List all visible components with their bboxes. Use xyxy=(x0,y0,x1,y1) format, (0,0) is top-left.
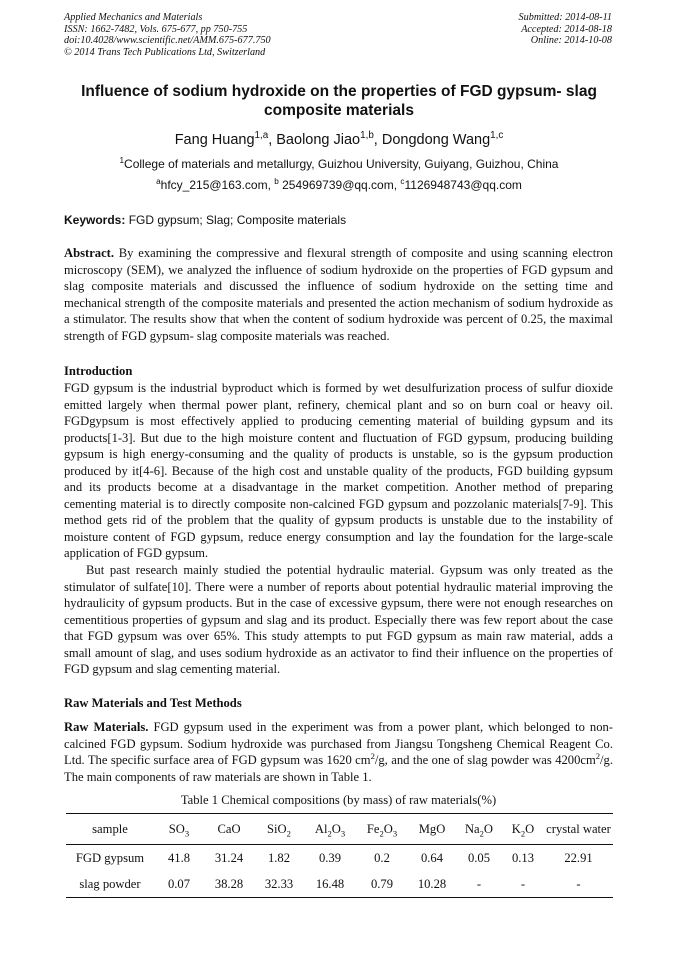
table-header-row xyxy=(66,814,613,845)
column-header: $Fe_2O_3$ xyxy=(356,814,408,845)
table-cell: 0.39 xyxy=(318,850,342,865)
table-cell: 0.64 xyxy=(420,850,444,865)
author-affil-sup: 1,c xyxy=(490,130,504,142)
column-header: $Na_2O$ xyxy=(456,814,502,845)
table-cell: FGD gypsum xyxy=(75,850,145,865)
email-sup: b xyxy=(274,177,279,186)
table-cell: - xyxy=(502,871,544,898)
email-sup: a xyxy=(156,177,161,186)
date-online: Online: 2014-10-08 xyxy=(530,35,612,46)
column-header: crystal water xyxy=(544,814,613,845)
table-row xyxy=(66,871,613,898)
abstract xyxy=(64,245,613,344)
table-cell: 0.13 xyxy=(511,850,535,865)
author-affil-sup: 1,a xyxy=(254,130,269,142)
author-separator: , xyxy=(373,132,382,148)
table-cell: 0.05 xyxy=(467,850,491,865)
table-cell: 16.48 xyxy=(304,871,356,898)
paragraph-text: FGD gypsum used in the experiment was from a power plant, which belonged to non-calcined FGD gypsum. Sodium hydroxide was purchased from Jiangsu Tongsheng Chemical Reagent Co. Ltd. The specific surface area of FGD gypsum was 1620 cm xyxy=(64,720,613,767)
table-cell: slag powder xyxy=(66,871,154,898)
column-header: $Al_2O_3$ xyxy=(304,814,356,845)
introduction-paragraph-2 xyxy=(64,562,613,678)
paragraph-text: FGD gypsum is the industrial byproduct which is formed by wet desulfurization process of sulfur dioxide emitted largely when thermal power plant, refinery, chemical plant and so on burn coal or heavy oil. FGDgypsum is most effectively applied to producing cementing material of building gypsum and its products[1-3]. But due to the high moisture content and fluctuation of FGD gypsum, producing building gypsum is high energy-consuming and the quality of products is unstable, so is the gypsum production produced by it[4-6]. Because of the high cost and unstable quality of the products, FGD building gypsum and its products become at a disadvantage in the market competition. Another method of preparing cementing material is to directly composite non-calcined FGD gypsum and pozzolanic materials[7-9]. This method gets rid of the problem that the quality of gypsum products is unstable due to the instability of moisture content of FGD gypsum, reduce energy consumption and lay the foundation for the large-scale application of FGD gypsum. xyxy=(64,381,613,560)
dates-header xyxy=(519,12,612,47)
table-caption: Table 1 Chemical compositions (by mass) of raw materials(%) xyxy=(180,793,497,807)
paragraph-text: /g. The main components of raw materials are shown in Table 1. xyxy=(64,753,613,784)
raw-materials-label: Raw Materials. xyxy=(64,720,149,734)
author-name: Baolong Jiao xyxy=(276,132,361,148)
author-emails xyxy=(40,178,638,193)
table-cell: 31.24 xyxy=(214,850,244,865)
abstract-label: Abstract. xyxy=(64,246,115,260)
table-cell: 0.79 xyxy=(356,871,408,898)
column-header: SiO$_2$ xyxy=(254,814,304,845)
title-line-2: composite materials xyxy=(264,102,414,119)
column-header: CaO xyxy=(204,814,254,845)
column-header: $SO_3$ xyxy=(154,814,204,845)
author-name: Fang Huang xyxy=(174,132,255,148)
raw-materials-paragraph xyxy=(64,719,613,785)
keywords-label: Keywords: xyxy=(64,213,126,227)
journal-doi: doi:10.4028/www.scientific.net/AMM.675-677.750 xyxy=(64,35,271,46)
author-affil-sup: 1,b xyxy=(360,130,374,142)
affiliation-sup: 1 xyxy=(119,156,125,165)
email-address[interactable]: 254969739@qq.com, xyxy=(278,178,401,192)
table-cell: - xyxy=(456,871,502,898)
table-cell: 38.28 xyxy=(204,871,254,898)
chemical-composition-table xyxy=(66,813,613,898)
author-name: Dongdong Wang xyxy=(381,132,491,148)
email-address[interactable]: hfcy_215@163.com, xyxy=(160,178,275,192)
journal-header xyxy=(64,12,271,58)
table-row xyxy=(66,845,613,872)
author-list xyxy=(40,131,638,149)
date-submitted: Submitted: 2014-08-11 xyxy=(518,12,612,23)
email-sup: c xyxy=(400,177,405,186)
journal-copyright: © 2014 Trans Tech Publications Ltd, Switzerland xyxy=(64,46,266,58)
superscript: 2 xyxy=(595,750,601,761)
introduction-paragraph-1 xyxy=(64,380,613,562)
table-cell: - xyxy=(544,871,613,898)
section-heading-introduction: Introduction xyxy=(64,364,133,378)
column-header: MgO xyxy=(408,814,456,845)
paragraph-text: /g, and the one of slag powder was 4200cm xyxy=(374,753,596,767)
journal-issn: ISSN: 1662-7482, Vols. 675-677, pp 750-755 xyxy=(64,23,248,35)
table-cell: 0.2 xyxy=(374,850,390,865)
paper-title xyxy=(60,82,618,120)
title-line-1: Influence of sodium hydroxide on the properties of FGD gypsum- slag xyxy=(81,83,597,100)
affiliation xyxy=(40,157,638,172)
column-header: sample xyxy=(66,814,154,845)
table-cell: 10.28 xyxy=(408,871,456,898)
keywords-text: FGD gypsum; Slag; Composite materials xyxy=(125,213,347,227)
superscript: 2 xyxy=(370,750,375,761)
date-accepted: Accepted: 2014-08-18 xyxy=(521,23,612,35)
author-separator: , xyxy=(268,132,277,148)
journal-name: Applied Mechanics and Materials xyxy=(64,12,203,23)
table-cell: 1.82 xyxy=(267,850,291,865)
email-address[interactable]: 1126948743@qq.com xyxy=(404,178,522,192)
table-cell: 41.8 xyxy=(167,850,191,865)
keywords xyxy=(64,213,346,227)
table-cell: 22.91 xyxy=(564,850,593,865)
table-cell: 32.33 xyxy=(254,871,304,898)
section-heading-raw-materials: Raw Materials and Test Methods xyxy=(64,696,242,710)
column-header: $K_2O$ xyxy=(502,814,544,845)
abstract-text: By examining the compressive and flexural strength of composite and using scanning electron microscopy (SEM), we analyzed the influence of sodium hydroxide on the properties of FGD gypsum and slag composite materials and discussed the influence of sodium hydroxide on the setting time and mechanical strength of the composite materials and presented the action mechanism of sodium hydroxide as a stimulator. The results show that when the content of sodium hydroxide was percent of 0.25, the maximal strength of FGD gypsum- slag composite materials was reached. xyxy=(64,246,613,343)
table-cell: 0.07 xyxy=(154,871,204,898)
paragraph-text: But past research mainly studied the potential hydraulic material. Gypsum was only treated as the stimulator of sulfate[10]. There were a number of reports about potential hydraulic material improving the hydraulicity of gypsum products. But in the case of excessive gypsum, there were not enough researches on cementitious properties of gypsum and slag and its product. Especially there was few report about the case that FGD gypsum was over 65%. This study attempts to put FGD gypsum as main raw material, adds a small amount of slag, and uses sodium hydroxide as an activator to find their influence on the properties of FGD gypsum and slag cementing material. xyxy=(64,563,613,676)
affiliation-text: College of materials and metallurgy, Guizhou University, Guiyang, Guizhou, China xyxy=(124,157,559,171)
